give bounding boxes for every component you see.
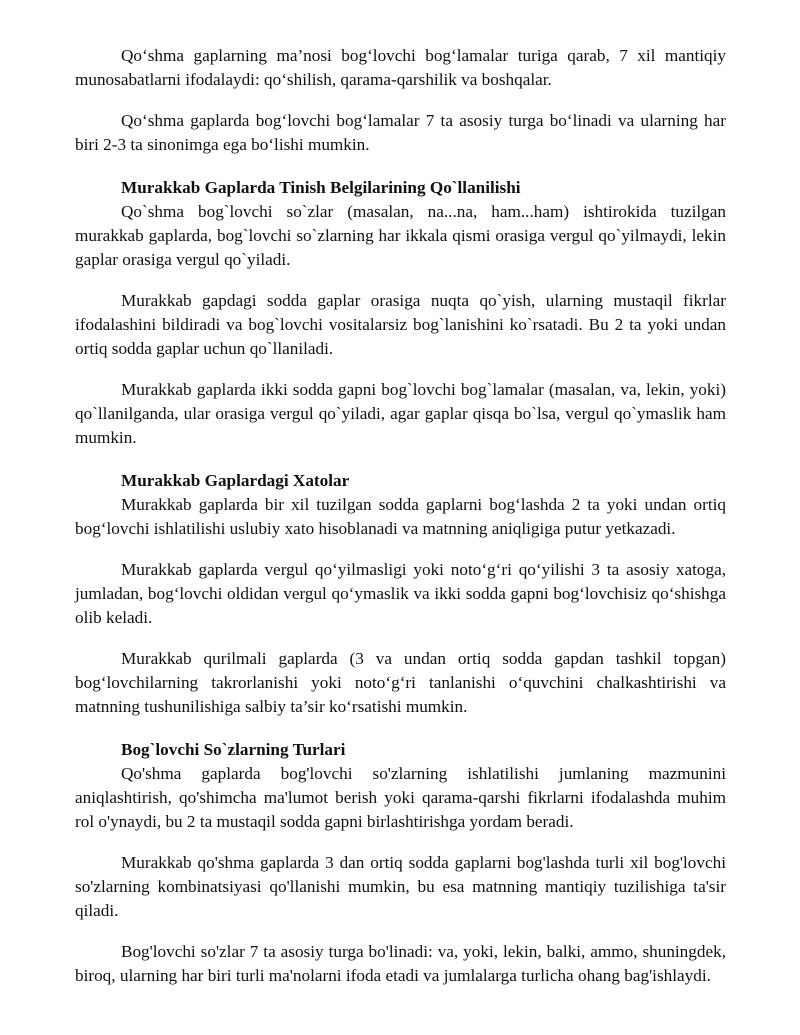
- document-page: [75, 44, 726, 1005]
- paragraph: Murakkab gaplarda vergul qo‘yilmasligi yoki noto‘g‘ri qo‘yilishi 3 ta asosiy xatoga, jumladan, bog‘lovchi oldidan vergul qo‘ymaslik va ikki sodda gapni bog‘lovchisiz qo‘shishga olib keladi.: [75, 560, 726, 627]
- paragraph: Murakkab qurilmali gaplarda (3 va undan ortiq sodda gapdan tashkil topgan) bog‘lovchilarning takrorlanishi yoki noto‘g‘ri tanlanishi o‘quvchini chalkashtirishi va matnning tushunilishiga salbiy ta’sir ko‘rsatishi mumkin.: [75, 649, 726, 716]
- paragraph: Qo‘shma gaplarning ma’nosi bog‘lovchi bog‘lamalar turiga qarab, 7 xil mantiqiy munosabatlarni ifodalaydi: qo‘shilish, qarama-qarshilik va boshqalar.: [75, 46, 726, 89]
- section-heading: Bog`lovchi So`zlarning Turlari: [121, 740, 346, 759]
- section-heading: Murakkab Gaplarda Tinish Belgilarining Qo`llanilishi: [121, 178, 521, 197]
- paragraph: Qo'shma gaplarda bog'lovchi so'zlarning ishlatilishi jumlaning mazmunini aniqlashtirish, qo'shimcha ma'lumot berish yoki qarama-qarshi fikrlarni ifodalashda muhim rol o'ynaydi, bu 2 ta mustaqil sodda gapni birlashtirishga yordam beradi.: [75, 764, 726, 831]
- paragraph: Qo‘shma gaplarda bog‘lovchi bog‘lamalar 7 ta asosiy turga bo‘linadi va ularning har biri 2-3 ta sinonimga ega bo‘lishi mumkin.: [75, 111, 726, 154]
- paragraph: Murakkab qo'shma gaplarda 3 dan ortiq sodda gaplarni bog'lashda turli xil bog'lovchi so'zlarning kombinatsiyasi qo'llanishi mumkin, bu esa matnning mantiqiy tuzilishiga ta'sir qiladi.: [75, 853, 726, 920]
- paragraph: Bog'lovchi so'zlar 7 ta asosiy turga bo'linadi: va, yoki, lekin, balki, ammo, shuningdek, biroq, ularning har biri turli ma'nolarni ifoda etadi va jumlalarga turlicha ohang bag'ishlaydi.: [75, 942, 726, 985]
- paragraph: Murakkab gaplarda ikki sodda gapni bog`lovchi bog`lamalar (masalan, va, lekin, yoki) qo`llanilganda, ular orasiga vergul qo`yiladi, agar gaplar qisqa bo`lsa, vergul qo`ymaslik ham mumkin.: [75, 380, 726, 447]
- section-heading: Murakkab Gaplardagi Xatolar: [121, 471, 350, 490]
- paragraph: Qo`shma bog`lovchi so`zlar (masalan, na...na, ham...ham) ishtirokida tuzilgan murakkab gaplarda, bog`lovchi so`zlarning har ikkala qismi orasiga vergul qo`yilmaydi, lekin gaplar orasiga vergul qo`yiladi.: [75, 202, 726, 269]
- paragraph: Murakkab gapdagi sodda gaplar orasiga nuqta qo`yish, ularning mustaqil fikrlar ifodalashini bildiradi va bog`lovchi vositalarsiz bog`lanishini ko`rsatadi. Bu 2 ta yoki undan ortiq sodda gaplar uchun qo`llaniladi.: [75, 291, 726, 358]
- paragraph: Murakkab gaplarda bir xil tuzilgan sodda gaplarni bog‘lashda 2 ta yoki undan ortiq bog‘lovchi ishlatilishi uslubiy xato hisoblanadi va matnning aniqligiga putur yetkazadi.: [75, 495, 726, 538]
